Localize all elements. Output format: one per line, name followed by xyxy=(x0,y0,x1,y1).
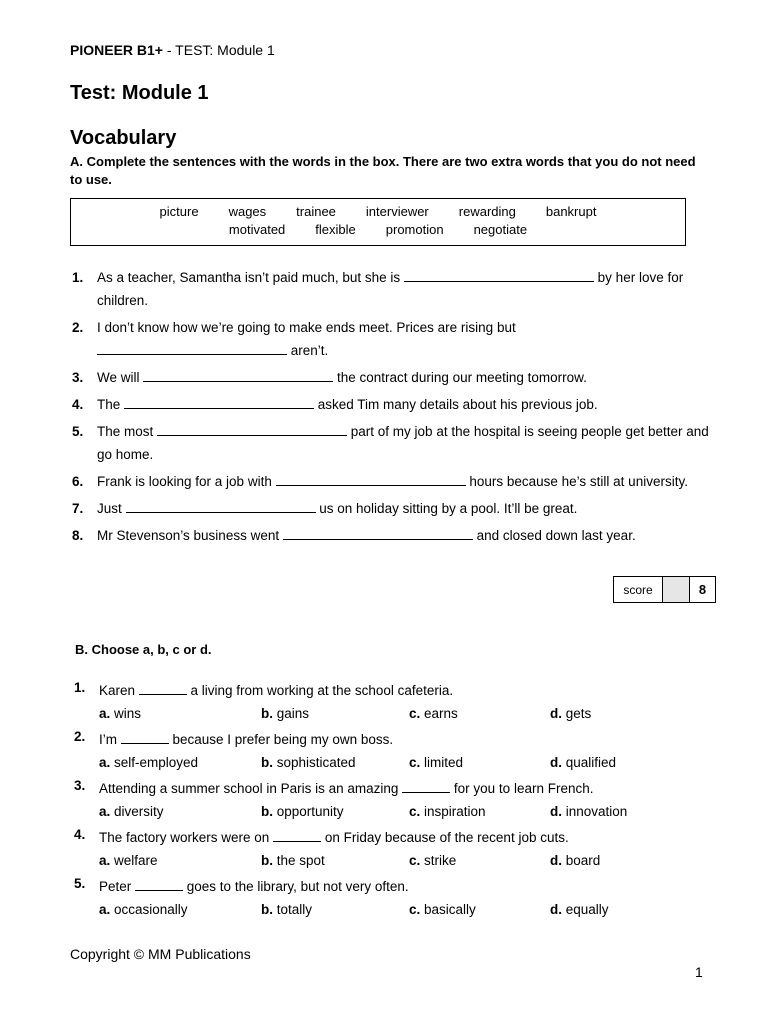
question-a-1 xyxy=(70,266,720,312)
answer-blank[interactable] xyxy=(139,680,187,695)
question-text-before: Karen xyxy=(99,683,139,698)
option-a[interactable]: a. occasionally xyxy=(99,902,188,917)
question-text-before: Mr Stevenson’s business went xyxy=(97,528,283,543)
question-text-after: and closed down last year. xyxy=(472,528,636,543)
question-b-5 xyxy=(70,876,720,921)
answer-options xyxy=(99,849,720,872)
option-c[interactable]: c. strike xyxy=(409,853,457,868)
question-b-2 xyxy=(70,729,720,774)
question-text-after: aren’t. xyxy=(287,343,329,358)
question-text-after: asked Tim many details about his previous job. xyxy=(314,397,598,412)
answer-options xyxy=(99,702,720,725)
question-number: 5. xyxy=(72,424,84,439)
question-text-after: on Friday because of the recent job cuts. xyxy=(321,830,569,845)
question-a-6 xyxy=(70,470,720,493)
word-box-item: interviewer xyxy=(365,204,429,219)
option-b[interactable]: b. the spot xyxy=(261,853,325,868)
answer-blank[interactable] xyxy=(157,421,347,436)
question-text-before: The most xyxy=(97,424,158,439)
answer-blank[interactable] xyxy=(276,471,466,486)
answer-blank[interactable] xyxy=(273,827,321,842)
option-a[interactable]: a. diversity xyxy=(99,804,164,819)
option-a[interactable]: a. self-employed xyxy=(99,755,199,770)
question-number: 3. xyxy=(74,778,86,793)
score-entry-cell[interactable] xyxy=(663,577,690,602)
answer-blank[interactable] xyxy=(402,778,450,793)
question-text-before: The xyxy=(97,397,125,412)
answer-blank[interactable] xyxy=(126,498,316,513)
word-box xyxy=(70,198,686,246)
header-subtitle: - TEST: Module 1 xyxy=(162,42,275,58)
section-title: Vocabulary xyxy=(70,127,177,149)
question-text-before: Attending a summer school in Paris is an amazing xyxy=(99,781,403,796)
question-text-after: hours because he’s still at university. xyxy=(465,474,688,489)
question-text-before: As a teacher, Samantha isn’t paid much, but she is xyxy=(97,270,404,285)
word-box-item: trainee xyxy=(296,204,336,219)
question-text-after: goes to the library, but not very often. xyxy=(183,879,409,894)
question-number: 5. xyxy=(74,876,86,891)
word-box-row-1 xyxy=(71,204,685,219)
option-c[interactable]: c. earns xyxy=(409,706,458,721)
question-number: 3. xyxy=(72,370,84,385)
question-number: 7. xyxy=(72,501,84,516)
option-d[interactable]: d. innovation xyxy=(550,804,628,819)
score-label: score xyxy=(614,577,663,602)
question-a-7 xyxy=(70,497,720,520)
copyright-footer: Copyright © MM Publications xyxy=(70,946,251,962)
option-d[interactable]: d. qualified xyxy=(550,755,617,770)
answer-options xyxy=(99,751,720,774)
question-number: 4. xyxy=(72,397,84,412)
option-d[interactable]: d. gets xyxy=(550,706,592,721)
question-text-before: Peter xyxy=(99,879,136,894)
part-b-questions xyxy=(70,680,720,925)
question-stem xyxy=(99,778,720,800)
option-c[interactable]: c. basically xyxy=(409,902,476,917)
answer-blank[interactable] xyxy=(404,267,594,282)
question-stem xyxy=(99,729,720,751)
word-box-item: picture xyxy=(159,204,199,219)
word-box-item: motivated xyxy=(228,222,286,237)
word-box-item: negotiate xyxy=(473,222,528,237)
question-number: 4. xyxy=(74,827,86,842)
option-d[interactable]: d. equally xyxy=(550,902,609,917)
option-b[interactable]: b. gains xyxy=(261,706,310,721)
question-text-after: a living from working at the school cafeteria. xyxy=(186,683,454,698)
header-brand: PIONEER B1+ xyxy=(70,42,163,58)
option-b[interactable]: b. opportunity xyxy=(261,804,344,819)
question-text-before: Just xyxy=(97,501,126,516)
answer-blank[interactable] xyxy=(121,729,169,744)
word-box-item: bankrupt xyxy=(545,204,597,219)
question-b-3 xyxy=(70,778,720,823)
question-number: 8. xyxy=(72,528,84,543)
answer-blank[interactable] xyxy=(283,525,473,540)
answer-blank[interactable] xyxy=(124,394,314,409)
part-a-questions xyxy=(70,266,720,551)
question-number: 1. xyxy=(74,680,86,695)
question-text-after: part of my job at the hospital is seeing people get better and go home. xyxy=(97,424,709,462)
question-number: 2. xyxy=(74,729,86,744)
option-b[interactable]: b. totally xyxy=(261,902,313,917)
page-title: Test: Module 1 xyxy=(70,82,209,104)
question-text-after: for you to learn French. xyxy=(450,781,594,796)
question-number: 6. xyxy=(72,474,84,489)
word-box-row-2 xyxy=(71,222,685,237)
question-b-4 xyxy=(70,827,720,872)
question-text-after: us on holiday sitting by a pool. It’ll be great. xyxy=(315,501,578,516)
option-c[interactable]: c. inspiration xyxy=(409,804,486,819)
score-box-a xyxy=(613,576,716,603)
question-stem xyxy=(99,876,720,898)
part-b-instruction: B. Choose a, b, c or d. xyxy=(75,642,212,657)
score-max: 8 xyxy=(698,582,707,597)
option-d[interactable]: d. board xyxy=(550,853,601,868)
question-text-after: by her love for children. xyxy=(97,270,684,308)
question-a-3 xyxy=(70,366,720,389)
word-box-item: promotion xyxy=(385,222,444,237)
question-a-2 xyxy=(70,316,720,362)
word-box-item: flexible xyxy=(315,222,356,237)
word-box-item: rewarding xyxy=(458,204,516,219)
question-number: 1. xyxy=(72,270,84,285)
question-text-after: because I prefer being my own boss. xyxy=(168,732,394,747)
question-text-before: The factory workers were on xyxy=(99,830,274,845)
question-text-before: I’m xyxy=(99,732,121,747)
question-stem xyxy=(99,680,720,702)
answer-options xyxy=(99,898,720,921)
question-a-8 xyxy=(70,524,720,547)
answer-blank[interactable] xyxy=(143,367,333,382)
question-a-5 xyxy=(70,420,720,466)
question-text-before: I don’t know how we’re going to make ends meet. Prices are rising but xyxy=(97,320,516,335)
option-a[interactable]: a. wins xyxy=(99,706,142,721)
page-number: 1 xyxy=(695,964,703,980)
option-c[interactable]: c. limited xyxy=(409,755,464,770)
question-b-1 xyxy=(70,680,720,725)
question-stem xyxy=(99,827,720,849)
answer-blank[interactable] xyxy=(97,340,287,355)
option-b[interactable]: b. sophisticated xyxy=(261,755,356,770)
word-box-item: wages xyxy=(228,204,267,219)
question-text-after: the contract during our meeting tomorrow. xyxy=(333,370,587,385)
question-text-before: Frank is looking for a job with xyxy=(97,474,276,489)
question-text-before: We will xyxy=(97,370,144,385)
answer-blank[interactable] xyxy=(135,876,183,891)
question-a-4 xyxy=(70,393,720,416)
question-number: 2. xyxy=(72,320,84,335)
answer-options xyxy=(99,800,720,823)
option-a[interactable]: a. welfare xyxy=(99,853,158,868)
part-a-instruction: A. Complete the sentences with the words in the box. There are two extra words that you do not need to use. xyxy=(70,154,696,187)
page-header xyxy=(70,42,275,58)
